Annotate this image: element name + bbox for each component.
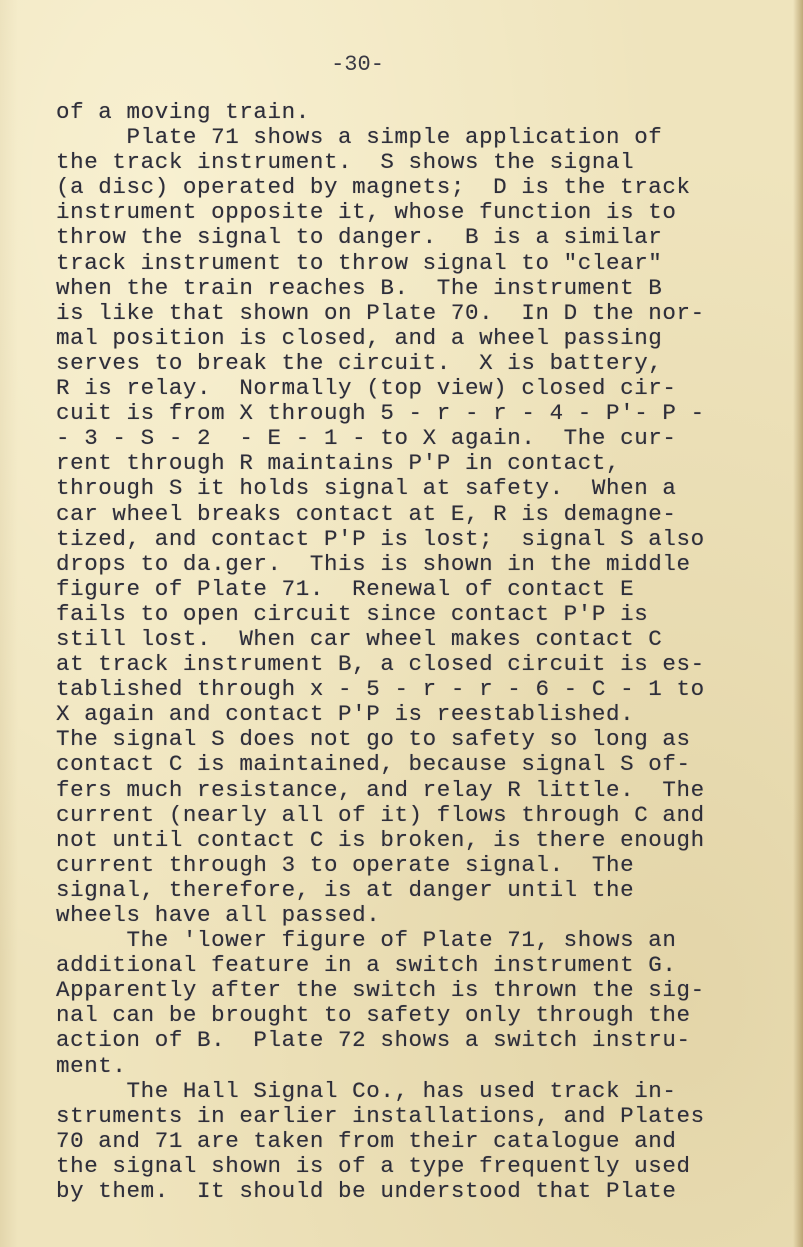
text-line: serves to break the circuit. X is battery, xyxy=(56,349,663,376)
text-line: nal can be brought to safety only through the xyxy=(56,1002,691,1029)
text-line: at track instrument B, a closed circuit is es- xyxy=(56,651,705,678)
text-line: when the train reaches B. The instrument B xyxy=(56,274,663,301)
text-line: tized, and contact P'P is lost; signal S also xyxy=(56,525,705,552)
text-line: car wheel breaks contact at E, R is demagne- xyxy=(56,500,677,527)
text-line: track instrument to throw signal to "clear" xyxy=(56,249,663,276)
text-line: is like that shown on Plate 70. In D the nor- xyxy=(56,299,705,326)
text-line: action of B. Plate 72 shows a switch instru- xyxy=(56,1027,691,1054)
page-number: -30- xyxy=(331,52,384,77)
text-line: struments in earlier installations, and Plates xyxy=(56,1102,705,1129)
text-line: through S it holds signal at safety. When a xyxy=(56,475,677,502)
text-line: instrument opposite it, whose function is to xyxy=(56,199,677,226)
text-line: 70 and 71 are taken from their catalogue and xyxy=(56,1127,677,1154)
text-line: ment. xyxy=(56,1052,127,1079)
text-line: current through 3 to operate signal. The xyxy=(56,851,635,878)
text-line: wheels have all passed. xyxy=(56,902,381,928)
text-line: figure of Plate 71. Renewal of contact E xyxy=(56,575,635,602)
text-line: R is relay. Normally (top view) closed cir- xyxy=(56,375,677,402)
text-line: The Hall Signal Co., has used track in- xyxy=(56,1077,677,1104)
text-line: still lost. When car wheel makes contact C xyxy=(56,625,663,652)
text-line: rent through R maintains P'P in contact, xyxy=(56,450,621,477)
text-line: - 3 - S - 2 - E - 1 - to X again. The cur- xyxy=(56,425,677,452)
text-line: throw the signal to danger. B is a similar xyxy=(56,224,663,251)
text-line: by them. It should be understood that Plate xyxy=(56,1178,677,1205)
text-line: cuit is from X through 5 - r - r - 4 - P'- P - xyxy=(56,400,705,427)
text-line: (a disc) operated by magnets; D is the track xyxy=(56,174,691,201)
text-line: contact C is maintained, because signal S of- xyxy=(56,751,691,778)
text-line: The 'lower figure of Plate 71, shows an xyxy=(56,927,677,954)
text-line: fers much resistance, and relay R little. The xyxy=(56,776,705,803)
text-line: fails to open circuit since contact P'P is xyxy=(56,600,649,627)
text-line: tablished through x - 5 - r - r - 6 - C - 1 to xyxy=(56,676,705,703)
body-text xyxy=(56,100,796,1204)
text-line: current (nearly all of it) flows through C and xyxy=(56,801,705,828)
text-line: signal, therefore, is at danger until the xyxy=(56,876,635,903)
text-line: of a moving train. xyxy=(56,99,310,125)
text-line: mal position is closed, and a wheel passing xyxy=(56,324,663,351)
text-line: Plate 71 shows a simple application of xyxy=(56,124,663,151)
text-line: not until contact C is broken, is there enough xyxy=(56,826,705,853)
text-line: The signal S does not go to safety so long as xyxy=(56,726,691,753)
text-line: the signal shown is of a type frequently used xyxy=(56,1152,691,1179)
text-line: the track instrument. S shows the signal xyxy=(56,149,635,176)
text-line: additional feature in a switch instrument G. xyxy=(56,952,677,979)
text-line: X again and contact P'P is reestablished. xyxy=(56,701,635,728)
text-line: drops to da.ger. This is shown in the middle xyxy=(56,550,691,577)
text-line: Apparently after the switch is thrown the sig- xyxy=(56,977,705,1004)
